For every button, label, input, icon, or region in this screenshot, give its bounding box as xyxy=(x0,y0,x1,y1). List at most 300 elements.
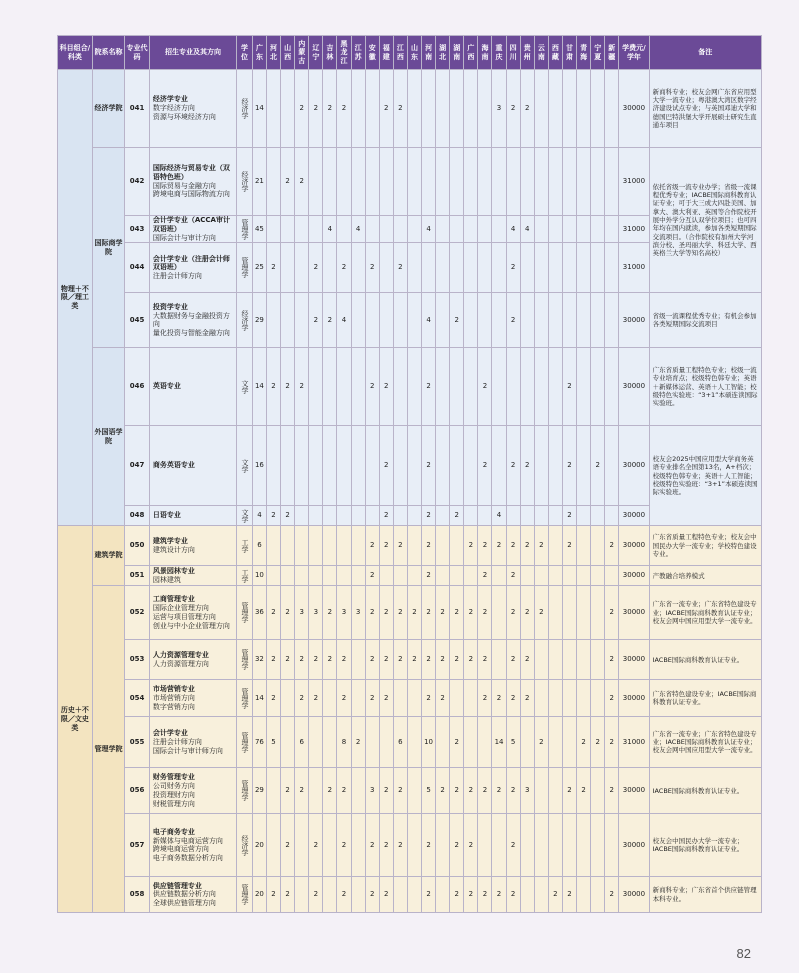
degree-cell: 文学 xyxy=(237,426,253,506)
quota-cell: 2 xyxy=(281,586,295,640)
header-cell: 甘肃 xyxy=(562,36,576,70)
quota-cell: 2 xyxy=(379,526,393,566)
quota-cell: 14 xyxy=(252,70,266,148)
major-direction: 全球供应链管理方向 xyxy=(152,899,216,908)
quota-cell: 8 xyxy=(337,717,351,768)
quota-cell xyxy=(548,348,562,426)
table-row xyxy=(58,426,762,506)
quota-cell xyxy=(520,293,534,348)
quota-cell: 2 xyxy=(478,586,492,640)
major-direction: 国际企业管理方向 xyxy=(152,604,209,612)
quota-cell: 2 xyxy=(492,680,506,717)
degree-cell: 工学 xyxy=(237,526,253,566)
major-name: 会计学专业（ACCA审计双语班） xyxy=(152,216,230,233)
quota-cell: 2 xyxy=(450,768,464,814)
quota-cell xyxy=(562,566,576,586)
quota-cell: 2 xyxy=(393,814,407,877)
quota-cell xyxy=(379,216,393,243)
quota-cell xyxy=(337,216,351,243)
quota-cell: 2 xyxy=(323,768,337,814)
quota-cell xyxy=(351,877,365,913)
quota-cell xyxy=(506,506,520,526)
quota-cell xyxy=(562,680,576,717)
quota-cell: 2 xyxy=(464,526,478,566)
quota-cell: 36 xyxy=(252,586,266,640)
quota-cell xyxy=(478,243,492,293)
remarks-cell: 新商科专业；校友会网广东省应用型大学一流专业；粤港澳大湾区数字经济建设试点专业；与英国邓迪大学和德国巴特洪堡大学开展硕士研究生直通车项目 xyxy=(649,70,761,148)
quota-cell: 2 xyxy=(492,768,506,814)
quota-cell: 2 xyxy=(464,586,478,640)
quota-cell xyxy=(605,348,619,426)
quota-cell: 2 xyxy=(506,243,520,293)
quota-cell: 2 xyxy=(281,768,295,814)
quota-cell: 2 xyxy=(464,768,478,814)
header-cell: 云南 xyxy=(534,36,548,70)
quota-cell xyxy=(266,70,280,148)
quota-cell xyxy=(365,717,379,768)
remarks-cell: 新商科专业；广东省首个供应链管理本科专业。 xyxy=(649,877,761,913)
table-row xyxy=(58,526,762,566)
degree-cell: 经济学 xyxy=(237,814,253,877)
major-direction: 市场营销方向 xyxy=(152,693,195,702)
quota-cell: 2 xyxy=(422,640,436,680)
quota-cell xyxy=(562,148,576,216)
header-cell: 宁夏 xyxy=(591,36,605,70)
quota-cell xyxy=(577,506,591,526)
quota-cell xyxy=(309,717,323,768)
quota-cell: 2 xyxy=(591,717,605,768)
tuition-cell: 30000 xyxy=(619,506,649,526)
header-cell: 吉林 xyxy=(323,36,337,70)
header-cell: 山东 xyxy=(407,36,421,70)
quota-cell xyxy=(309,148,323,216)
quota-cell xyxy=(436,348,450,426)
quota-cell xyxy=(351,148,365,216)
header-cell: 西藏 xyxy=(548,36,562,70)
quota-cell: 2 xyxy=(323,293,337,348)
quota-cell xyxy=(548,216,562,243)
quota-cell: 2 xyxy=(266,680,280,717)
header-cell: 安徽 xyxy=(365,36,379,70)
tuition-cell: 31000 xyxy=(619,717,649,768)
major-code-cell: 043 xyxy=(125,216,150,243)
header-cell: 广东 xyxy=(252,36,266,70)
major-name-cell xyxy=(149,243,236,293)
quota-cell xyxy=(295,566,309,586)
quota-cell: 2 xyxy=(464,877,478,913)
major-name-cell xyxy=(149,426,236,506)
major-code-cell: 045 xyxy=(125,293,150,348)
quota-cell xyxy=(393,148,407,216)
quota-cell: 21 xyxy=(252,148,266,216)
quota-cell xyxy=(548,526,562,566)
quota-cell: 2 xyxy=(379,768,393,814)
quota-cell xyxy=(591,348,605,426)
quota-cell: 2 xyxy=(478,877,492,913)
quota-cell xyxy=(295,526,309,566)
major-name: 风景园林专业 xyxy=(152,567,195,575)
quota-cell: 2 xyxy=(337,243,351,293)
quota-cell xyxy=(393,293,407,348)
quota-cell xyxy=(605,506,619,526)
quota-cell xyxy=(548,768,562,814)
quota-cell: 20 xyxy=(252,877,266,913)
quota-cell xyxy=(591,768,605,814)
major-name-cell xyxy=(149,566,236,586)
quota-cell xyxy=(492,426,506,506)
major-name-cell xyxy=(149,293,236,348)
quota-cell xyxy=(492,148,506,216)
remarks-cell: 校友会中国民办大学一流专业；IACBE国际商科教育认证专业。 xyxy=(649,814,761,877)
major-name: 工商管理专业 xyxy=(152,595,195,604)
degree-cell: 文学 xyxy=(237,348,253,426)
quota-cell xyxy=(407,877,421,913)
quota-cell: 2 xyxy=(266,640,280,680)
quota-cell: 2 xyxy=(422,526,436,566)
quota-cell: 2 xyxy=(506,877,520,913)
major-direction: 数字营销方向 xyxy=(152,702,195,711)
major-name: 市场营销专业 xyxy=(152,685,195,694)
major-direction: 国际贸易与金融方向 xyxy=(152,181,216,190)
quota-cell xyxy=(407,70,421,148)
quota-cell xyxy=(548,148,562,216)
quota-cell xyxy=(450,426,464,506)
quota-cell xyxy=(450,348,464,426)
tuition-cell: 30000 xyxy=(619,586,649,640)
quota-cell xyxy=(407,526,421,566)
remarks-cell: 依托省级一流专业办学；省级一流课程优秀专业；IACBE国际商科教育认证专业；可于大三或大四赴美国、加拿大、澳大利亚、英国等合作院校开展中外学分互认双学位项目；也可四年均在国内就读，参加各类短期国际交流项目。（合作院校有加州大学河滨分校、圣玛丽大学、科廷大学、西英格兰大学等知名高校） xyxy=(649,148,761,293)
quota-cell xyxy=(577,243,591,293)
quota-cell xyxy=(562,216,576,243)
quota-cell xyxy=(492,586,506,640)
quota-cell: 2 xyxy=(591,426,605,506)
quota-cell: 2 xyxy=(393,243,407,293)
quota-cell xyxy=(309,506,323,526)
header-cell: 学位 xyxy=(237,36,253,70)
quota-cell: 2 xyxy=(365,877,379,913)
quota-cell xyxy=(393,680,407,717)
quota-cell: 2 xyxy=(281,506,295,526)
quota-cell: 2 xyxy=(605,680,619,717)
major-name: 日语专业 xyxy=(152,511,181,520)
quota-cell: 2 xyxy=(295,348,309,426)
quota-cell xyxy=(492,216,506,243)
quota-cell xyxy=(464,70,478,148)
remarks-cell: 广东省质量工程特色专业；校友会中国民办大学一流专业；学校特色建设专业。 xyxy=(649,526,761,566)
quota-cell xyxy=(393,216,407,243)
quota-cell: 2 xyxy=(309,293,323,348)
major-code-cell: 048 xyxy=(125,506,150,526)
quota-cell: 2 xyxy=(450,717,464,768)
quota-cell xyxy=(591,293,605,348)
quota-cell xyxy=(534,768,548,814)
quota-cell xyxy=(548,814,562,877)
quota-cell xyxy=(407,506,421,526)
quota-cell xyxy=(562,586,576,640)
quota-cell xyxy=(436,506,450,526)
major-direction: 跨境电商与国际物流方向 xyxy=(152,190,230,199)
quota-cell: 2 xyxy=(464,640,478,680)
header-cell: 黑龙江 xyxy=(337,36,351,70)
degree-cell: 经济学 xyxy=(237,148,253,216)
tuition-cell: 30000 xyxy=(619,566,649,586)
admission-plan-table xyxy=(57,35,762,913)
quota-cell: 2 xyxy=(422,348,436,426)
quota-cell: 2 xyxy=(309,243,323,293)
quota-cell xyxy=(436,216,450,243)
quota-cell: 2 xyxy=(605,717,619,768)
quota-cell: 2 xyxy=(478,680,492,717)
quota-cell xyxy=(351,640,365,680)
quota-cell xyxy=(548,293,562,348)
quota-cell: 3 xyxy=(520,768,534,814)
quota-cell xyxy=(281,293,295,348)
quota-cell: 2 xyxy=(534,717,548,768)
quota-cell: 14 xyxy=(492,717,506,768)
remarks-cell: 产教融合培养模式 xyxy=(649,566,761,586)
quota-cell xyxy=(323,680,337,717)
quota-cell xyxy=(492,293,506,348)
quota-cell xyxy=(577,877,591,913)
major-code-cell: 054 xyxy=(125,680,150,717)
quota-cell: 2 xyxy=(534,526,548,566)
quota-cell: 2 xyxy=(422,426,436,506)
quota-cell xyxy=(407,680,421,717)
quota-cell: 2 xyxy=(266,586,280,640)
quota-cell: 2 xyxy=(266,877,280,913)
quota-cell: 2 xyxy=(365,586,379,640)
quota-cell xyxy=(281,426,295,506)
quota-cell xyxy=(295,293,309,348)
quota-cell: 2 xyxy=(379,640,393,680)
header-cell: 内蒙古 xyxy=(295,36,309,70)
tuition-cell: 30000 xyxy=(619,814,649,877)
quota-cell xyxy=(309,566,323,586)
quota-cell: 6 xyxy=(393,717,407,768)
header-cell: 湖北 xyxy=(436,36,450,70)
quota-cell: 2 xyxy=(436,586,450,640)
quota-cell: 2 xyxy=(506,768,520,814)
quota-cell xyxy=(464,148,478,216)
quota-cell: 3 xyxy=(365,768,379,814)
quota-cell: 2 xyxy=(379,877,393,913)
tuition-cell: 30000 xyxy=(619,426,649,506)
header-cell: 新疆 xyxy=(605,36,619,70)
quota-cell xyxy=(266,148,280,216)
quota-cell xyxy=(393,348,407,426)
quota-cell xyxy=(436,526,450,566)
quota-cell xyxy=(464,506,478,526)
quota-cell: 3 xyxy=(309,586,323,640)
quota-cell: 2 xyxy=(478,640,492,680)
major-code-cell: 046 xyxy=(125,348,150,426)
department-cell: 管理学院 xyxy=(92,586,124,913)
quota-cell xyxy=(323,877,337,913)
quota-cell: 2 xyxy=(379,586,393,640)
quota-cell xyxy=(464,426,478,506)
department-cell: 国际商学院 xyxy=(92,148,124,348)
major-name-cell xyxy=(149,526,236,566)
quota-cell xyxy=(351,526,365,566)
quota-cell xyxy=(422,70,436,148)
department-cell: 建筑学院 xyxy=(92,526,124,586)
quota-cell: 2 xyxy=(478,566,492,586)
header-cell: 四川 xyxy=(506,36,520,70)
quota-cell xyxy=(436,70,450,148)
quota-cell xyxy=(379,243,393,293)
major-name: 建筑学专业 xyxy=(152,537,188,545)
quota-cell: 2 xyxy=(562,877,576,913)
quota-cell: 2 xyxy=(520,426,534,506)
quota-cell xyxy=(323,506,337,526)
major-direction: 人力资源管理方向 xyxy=(152,659,209,668)
quota-cell xyxy=(323,566,337,586)
tuition-cell: 30000 xyxy=(619,293,649,348)
quota-cell: 3 xyxy=(492,70,506,148)
major-code-cell: 044 xyxy=(125,243,150,293)
quota-cell xyxy=(548,680,562,717)
major-direction: 园林建筑 xyxy=(152,575,181,584)
quota-cell xyxy=(393,877,407,913)
quota-cell xyxy=(351,768,365,814)
quota-cell xyxy=(309,426,323,506)
header-cell: 广西 xyxy=(464,36,478,70)
major-name-cell xyxy=(149,506,236,526)
quota-cell xyxy=(365,293,379,348)
major-code-cell: 051 xyxy=(125,566,150,586)
quota-cell: 45 xyxy=(252,216,266,243)
quota-cell xyxy=(337,506,351,526)
header-cell: 辽宁 xyxy=(309,36,323,70)
major-code-cell: 053 xyxy=(125,640,150,680)
quota-cell xyxy=(436,293,450,348)
degree-cell: 管理学 xyxy=(237,216,253,243)
quota-cell: 2 xyxy=(506,70,520,148)
quota-cell: 2 xyxy=(365,566,379,586)
quota-cell xyxy=(436,814,450,877)
major-name-cell xyxy=(149,348,236,426)
quota-cell: 2 xyxy=(281,348,295,426)
quota-cell: 2 xyxy=(266,348,280,426)
quota-cell xyxy=(337,526,351,566)
table-row xyxy=(58,768,762,814)
quota-cell xyxy=(534,506,548,526)
quota-cell: 2 xyxy=(478,526,492,566)
tuition-cell: 30000 xyxy=(619,640,649,680)
quota-cell xyxy=(295,243,309,293)
degree-cell: 管理学 xyxy=(237,768,253,814)
quota-cell xyxy=(492,348,506,426)
quota-cell xyxy=(591,586,605,640)
quota-cell: 2 xyxy=(577,717,591,768)
quota-cell xyxy=(534,216,548,243)
table-row xyxy=(58,586,762,640)
major-code-cell: 055 xyxy=(125,717,150,768)
quota-cell xyxy=(577,70,591,148)
table-row xyxy=(58,640,762,680)
quota-cell: 2 xyxy=(506,640,520,680)
quota-cell: 2 xyxy=(365,526,379,566)
header-cell: 招生专业及其方向 xyxy=(149,36,236,70)
quota-cell: 2 xyxy=(422,814,436,877)
tuition-cell: 31000 xyxy=(619,148,649,216)
quota-cell xyxy=(520,717,534,768)
degree-cell: 工学 xyxy=(237,566,253,586)
quota-cell xyxy=(365,506,379,526)
quota-cell xyxy=(393,566,407,586)
tuition-cell: 31000 xyxy=(619,216,649,243)
major-name-cell xyxy=(149,768,236,814)
quota-cell: 2 xyxy=(309,70,323,148)
quota-cell xyxy=(520,877,534,913)
quota-cell xyxy=(422,243,436,293)
quota-cell xyxy=(365,426,379,506)
quota-cell xyxy=(577,426,591,506)
quota-cell xyxy=(436,877,450,913)
quota-cell xyxy=(478,216,492,243)
quota-cell xyxy=(450,70,464,148)
quota-cell xyxy=(520,506,534,526)
quota-cell: 5 xyxy=(422,768,436,814)
header-cell: 河北 xyxy=(266,36,280,70)
quota-cell xyxy=(577,216,591,243)
header-cell: 青海 xyxy=(577,36,591,70)
quota-cell xyxy=(266,293,280,348)
quota-cell xyxy=(295,426,309,506)
quota-cell xyxy=(605,814,619,877)
quota-cell: 2 xyxy=(605,877,619,913)
remarks-cell: 省级一流课程优秀专业；有机会参加各类短期国际交流项目 xyxy=(649,293,761,348)
quota-cell xyxy=(562,814,576,877)
quota-cell: 2 xyxy=(379,506,393,526)
quota-cell xyxy=(281,216,295,243)
quota-cell: 16 xyxy=(252,426,266,506)
quota-cell xyxy=(548,717,562,768)
quota-cell xyxy=(464,216,478,243)
remarks-cell: 广东省特色建设专业；IACBE国际商科教育认证专业。 xyxy=(649,680,761,717)
quota-cell xyxy=(450,680,464,717)
department-cell: 经济学院 xyxy=(92,70,124,148)
quota-cell xyxy=(436,148,450,216)
quota-cell xyxy=(407,348,421,426)
quota-cell xyxy=(534,293,548,348)
major-name: 会计学专业 xyxy=(152,729,188,738)
major-direction: 创业与中小企业管理方向 xyxy=(152,621,230,630)
quota-cell: 2 xyxy=(506,814,520,877)
quota-cell xyxy=(309,348,323,426)
quota-cell: 4 xyxy=(492,506,506,526)
quota-cell xyxy=(436,717,450,768)
quota-cell xyxy=(478,814,492,877)
quota-cell xyxy=(422,148,436,216)
quota-cell xyxy=(478,148,492,216)
quota-cell xyxy=(266,768,280,814)
major-direction: 大数据财务与金融投资方向 xyxy=(152,311,230,329)
header-cell: 江苏 xyxy=(351,36,365,70)
major-name-cell xyxy=(149,640,236,680)
quota-cell xyxy=(605,148,619,216)
quota-cell: 2 xyxy=(393,526,407,566)
quota-cell xyxy=(548,566,562,586)
quota-cell xyxy=(548,586,562,640)
quota-cell: 2 xyxy=(436,640,450,680)
remarks-cell: IACBE国际商科教育认证专业。 xyxy=(649,640,761,680)
quota-cell xyxy=(379,717,393,768)
quota-cell xyxy=(295,814,309,877)
quota-cell: 10 xyxy=(252,566,266,586)
quota-cell: 20 xyxy=(252,814,266,877)
major-name-cell xyxy=(149,586,236,640)
